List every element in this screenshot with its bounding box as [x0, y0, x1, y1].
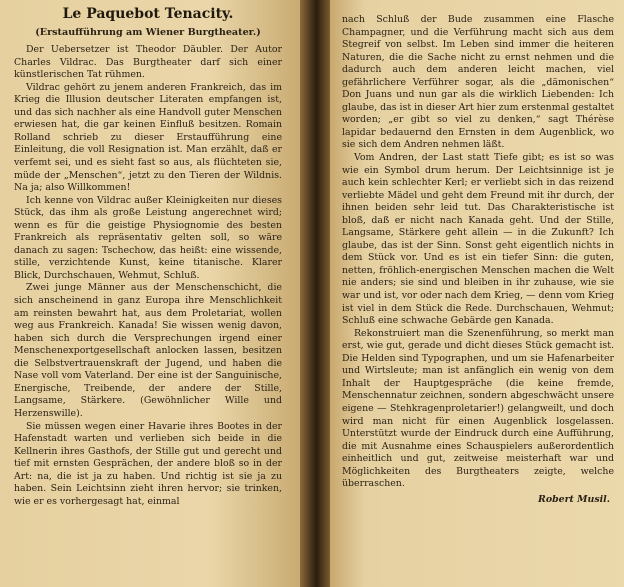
left-page: [0, 0, 300, 587]
paragraph: nach Schluß der Bude zusammen eine Flasche Champagner, und die Verführung macht sich aus dem Stegreif von selbst. Im Leben sind immer die heiteren Naturen, die die Sache nicht zu ernst nehmen und die dadurch auch dem anderen leicht machen, viel gefährlichere Verführer sogar, als die „dämonischen“ Don Juans und nun gar als die wirklich Liebenden: Ich glaube, das ist in dieser Art hier zum erstenmal gestaltet worden; „er gibt so viel zu denken,“ sagt Thérèse lapidar bedauernd den Ernsten in dem Augenblick, wo sie sich dem Andren nehmen läßt.: [342, 14, 614, 151]
author-signature: Robert Musil.: [538, 493, 610, 505]
left-column: [14, 6, 282, 508]
article-subtitle: (Erstaufführung am Wiener Burgtheater.): [35, 26, 261, 38]
paragraph: Sie müssen wegen einer Havarie ihres Bootes in der Hafenstadt warten und verlieben sich beide in die Kellnerin ihres Gasthofs, der Stille gut und gerecht und tief mit ernsten Gesprächen, der andere bloß so in der Art: na, die ist ja zu haben. Und richtig ist sie ja zu haben. Sein Leichtsinn zieht ihren hervor; sie trinken, wie er es vorhergesagt hat, einmal: [14, 420, 282, 507]
article-title: Le Paquebot Tenacity.: [62, 6, 234, 22]
paragraph: Rekonstruiert man die Szenenführung, so merkt man erst, wie gut, gerade und dicht dieses Stück gemacht ist. Die Helden sind Typographen, und um sie Hafenarbeiter und Wirtsleute; man ist anfänglich ein wenig von dem Inhalt der Hauptgespräche (die keine fremde, Menschennatur zeichnen, sondern abgeschwächt unsere eigene — Stehkragenproletarier!) gelangweilt, und doch wird man nicht für einen Augenblick losgelassen. Unterstützt wurde der Eindruck durch eine Aufführung, die mit Ausnahme eines Schauspielers außerordentlich einheitlich und gut, zeitweise meisterhaft war und Möglichkeiten des Burgtheaters zeigte, welche überraschen.: [342, 327, 614, 490]
paragraph: Der Uebersetzer ist Theodor Däubler. Der Autor Charles Vildrac. Das Burgtheater darf sich einer künstlerischen Tat rühmen.: [14, 44, 282, 81]
paragraph: Ich kenne von Vildrac außer Kleinigkeiten nur dieses Stück, das ihm als große Leistung angerechnet wird; wenn es für die geistige Physiognomie des besten Frankreich als repräsentativ gelten soll, so wäre danach zu sagen: Tschechow, das heißt: eine wissende, stille, verzichtende Kunst, keine titanische. Klarer Blick, Durchschauen, Wehmut, Schluß.: [14, 194, 282, 281]
paragraph: Vildrac gehört zu jenem anderen Frankreich, das im Krieg die Illusion deutscher Literaten empfangen ist, und das sich nachher als eine Handvoll guter Menschen erwiesen hat, die gar keinen Einfluß besitzen. Romain Rolland schrieb zu dieser Erstaufführung eine Einleitung, die voll Resignation ist. Man erzählt, daß er verfemt sei, und es sieht fast so aus, als flüchteten sie, müde der „Menschen“, jetzt zu den Tieren der Wildnis. Na ja; also Willkommen!: [14, 81, 282, 194]
right-column: [342, 14, 614, 506]
paragraph: Vom Andren, der Last statt Tiefe gibt; es ist so was wie ein Symbol drum herum. Der Leichtsinnige ist je auch kein schlechter Kerl; er verliebt sich in das reizend verliebte Mädel und geht dem Freund mit ihr durch, der ihnen beiden sehr leid tut. Das Charakteristische ist bloß, daß er nicht nach Kanada geht. Und der Stille, Langsame, Stärkere geht allein — in die Zukunft? Ich glaube, das ist der Sinn. Sonst geht eigentlich nichts in dem Stück vor. Und es ist ein tiefer Sinn: die guten, netten, fröhlich-energischen Menschen machen die Welt nie anders; sie sind und bleiben in ihr zuhause, wie sie war und ist, vor oder nach dem Krieg, — denn vom Krieg ist viel in dem Stück die Rede. Durchschauen, Wehmut; Schluß eine schwache Gebärde gen Kanada.: [342, 152, 614, 327]
book-gutter: [300, 0, 330, 587]
paragraph: Zwei junge Männer aus der Menschenschicht, die sich anscheinend in ganz Europa ihre Menschlichkeit am reinsten bewahrt hat, aus dem Proletariat, wollen weg aus Frankreich. Kanada! Sie wissen wenig davon, haben sich durch die Versprechungen irgend einer Menschenexportgesellschaft anlocken lassen, besitzen die Selbstvertrauenskraft der Jugend, und haben die Nase voll vom Vaterland. Der eine ist der Sanguinische, Energische, Treibende, der andere der Stille, Langsame, Stärkere. (Gewöhnlicher Wille und Herzenswille).: [14, 282, 282, 419]
right-page: [330, 0, 624, 587]
